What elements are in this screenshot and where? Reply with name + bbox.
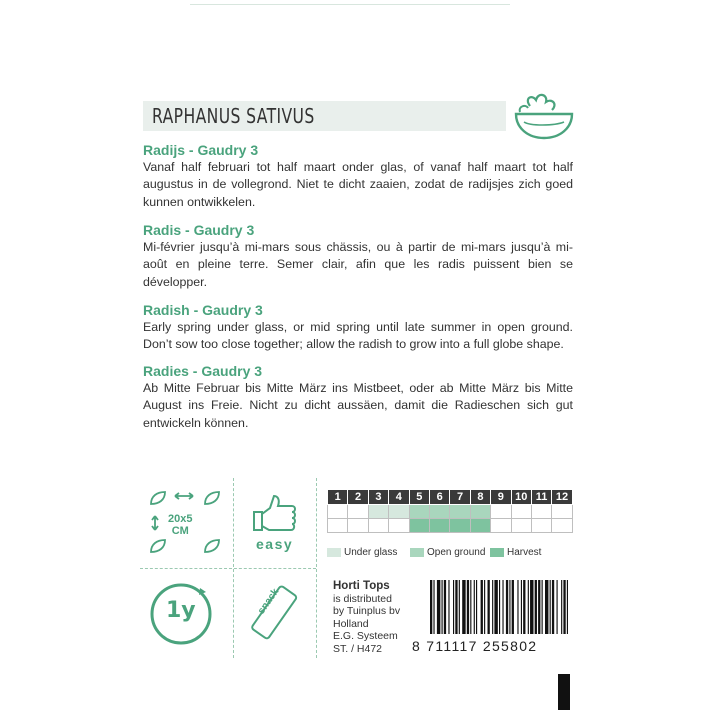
month-cell: 10 <box>511 490 531 505</box>
lifespan-label: 1y <box>166 598 196 623</box>
barcode-bar <box>437 580 440 634</box>
legend-under-glass <box>327 547 397 558</box>
thumbs-up-icon <box>250 494 300 534</box>
calendar-cell <box>450 519 470 533</box>
month-cell: 12 <box>552 490 572 505</box>
barcode-bar <box>481 580 483 634</box>
barcode-bar <box>561 580 562 634</box>
month-cell: 7 <box>450 490 470 505</box>
month-cell: 3 <box>368 490 388 505</box>
section-german <box>143 363 573 432</box>
barcode-bar <box>459 580 460 634</box>
barcode-bar <box>448 580 449 634</box>
month-cell: 9 <box>491 490 511 505</box>
section-body: Vanaf half februari tot half maart onder glas, of vanaf half maart tot half augustus in de vollegrond. Niet te dicht zaaien, zodat de radijsjes zich goed kunnen ontwikkelen. <box>143 160 573 209</box>
barcode-bar <box>552 580 554 634</box>
barcode-number: 8 711117 255802 <box>412 638 538 654</box>
calendar-cell <box>328 519 348 533</box>
calendar-harvest-row <box>328 519 573 533</box>
section-heading: Radies - Gaudry 3 <box>143 363 263 379</box>
calendar-cell <box>389 519 409 533</box>
legend-label: Open ground <box>427 547 486 558</box>
section-dutch <box>143 142 573 211</box>
barcode-bar <box>528 580 529 634</box>
calendar-cell <box>429 519 449 533</box>
calendar-cell <box>552 505 572 519</box>
section-heading: Radish - Gaudry 3 <box>143 302 263 318</box>
barcode-bar <box>530 580 533 634</box>
barcode-bar <box>523 580 525 634</box>
barcode-bar <box>484 580 485 634</box>
distributor-title: Horti Tops <box>333 580 390 592</box>
month-cell: 5 <box>409 490 429 505</box>
barcode-bar <box>542 580 543 634</box>
barcode-bar <box>492 580 493 634</box>
calendar-cell <box>409 505 429 519</box>
distributor-line: E.G. Systeem <box>333 630 398 643</box>
distributor-line: by Tuinplus bv <box>333 605 401 618</box>
icon-divider-vertical <box>316 478 317 658</box>
month-cell: 2 <box>348 490 368 505</box>
distributor-info <box>333 580 400 656</box>
barcode-bar <box>433 580 434 634</box>
barcode-bar <box>494 580 497 634</box>
barcode-bar <box>430 580 432 634</box>
barcode-bar <box>453 580 454 634</box>
distributor-line: Holland <box>333 617 369 630</box>
barcode-bar <box>502 580 503 634</box>
calendar-sowing-row <box>328 505 573 519</box>
section-heading: Radijs - Gaudry 3 <box>143 142 259 158</box>
barcode-bar <box>467 580 469 634</box>
barcode-bar <box>474 580 475 634</box>
legend-label: Under glass <box>344 547 398 558</box>
legend-label: Harvest <box>507 547 542 558</box>
barcode-bar <box>557 580 558 634</box>
distributor-line: is distributed <box>333 592 392 605</box>
legend-harvest <box>490 547 541 558</box>
barcode-bar <box>563 580 565 634</box>
calendar-month-row <box>328 490 573 505</box>
calendar-cell <box>470 519 490 533</box>
salad-bowl-icon <box>510 92 580 142</box>
section-english <box>143 302 573 354</box>
calendar-cell <box>348 519 368 533</box>
legend-open-ground <box>410 547 485 558</box>
barcode-bar <box>470 580 471 634</box>
section-heading: Radis - Gaudry 3 <box>143 222 255 238</box>
calendar-cell <box>491 519 511 533</box>
section-body: Mi-février jusqu’à mi-mars sous chässis, ou à partir de mi-mars jusqu’à mi-août en pleine terre. Semer clair, afin que les radis puissent bien se développer. <box>143 240 573 289</box>
sowing-calendar <box>327 489 573 533</box>
top-fold-line <box>190 0 510 5</box>
calendar-cell <box>389 505 409 519</box>
calendar-cell <box>531 505 551 519</box>
barcode-bar <box>442 580 443 634</box>
calendar-cell <box>368 519 388 533</box>
barcode-bar <box>444 580 446 634</box>
print-registration-mark <box>558 674 570 710</box>
section-body: Ab Mitte Februar bis Mitte März ins Mistbeet, oder ab Mitte März bis Mitte August ins Freie. Nicht zu dicht aussäen, damit die Radieschen sich gut entwickeln können. <box>143 381 573 430</box>
icon-divider-horizontal <box>140 568 316 569</box>
month-cell: 6 <box>429 490 449 505</box>
section-body: Early spring under glass, or mid spring until late summer in open ground. Don’t sow too close together; allow the radish to grow into a full globe shape. <box>143 320 573 352</box>
calendar-cell <box>368 505 388 519</box>
legend-swatch <box>490 548 504 557</box>
barcode-bar <box>462 580 465 634</box>
barcode <box>430 580 572 636</box>
month-cell: 11 <box>531 490 551 505</box>
distributor-line: ST. / H472 <box>333 642 383 655</box>
calendar-cell <box>552 519 572 533</box>
species-name: RAPHANUS SATIVUS <box>152 104 315 128</box>
month-cell: 4 <box>389 490 409 505</box>
barcode-bar <box>506 580 508 634</box>
barcode-bar <box>455 580 457 634</box>
barcode-bar <box>499 580 500 634</box>
barcode-bar <box>476 580 477 634</box>
calendar-cell <box>409 519 429 533</box>
difficulty-label: easy <box>256 536 294 552</box>
calendar-cell <box>491 505 511 519</box>
section-french <box>143 222 573 291</box>
barcode-bar <box>535 580 537 634</box>
month-cell: 8 <box>470 490 490 505</box>
calendar-cell <box>348 505 368 519</box>
calendar-cell <box>450 505 470 519</box>
snack-label: snack <box>256 586 282 617</box>
legend-swatch <box>327 548 341 557</box>
barcode-bar <box>545 580 548 634</box>
barcode-bar <box>488 580 490 634</box>
spacing-label: 20x5 CM <box>168 513 193 537</box>
barcode-bar <box>517 580 518 634</box>
calendar-cell <box>511 505 531 519</box>
legend-swatch <box>410 548 424 557</box>
calendar-cell <box>511 519 531 533</box>
calendar-cell <box>531 519 551 533</box>
calendar-cell <box>429 505 449 519</box>
barcode-bar <box>567 580 568 634</box>
calendar-cell <box>328 505 348 519</box>
calendar-cell <box>470 505 490 519</box>
month-cell: 1 <box>328 490 348 505</box>
barcode-bar <box>521 580 522 634</box>
barcode-bar <box>550 580 551 634</box>
barcode-bar <box>538 580 540 634</box>
barcode-bar <box>509 580 510 634</box>
barcode-bar <box>512 580 514 634</box>
